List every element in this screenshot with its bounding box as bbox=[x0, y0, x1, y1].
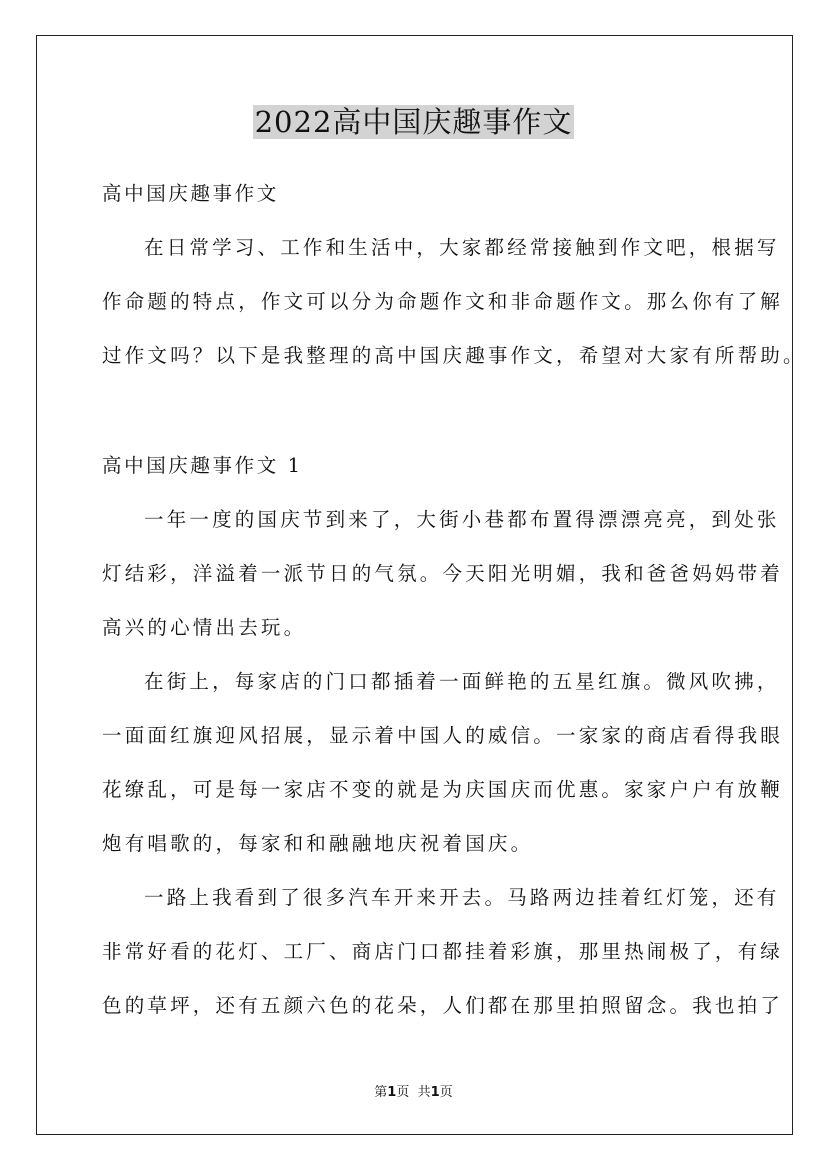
paragraph-line: 一面面红旗迎风招展，显示着中国人的威信。一家家的商店看得我眼 bbox=[102, 724, 784, 747]
total-suffix: 页 bbox=[439, 1085, 453, 1100]
total-pages: 1 bbox=[430, 1085, 440, 1100]
paragraph-line: 一路上我看到了很多汽车开来开去。马路两边挂着红灯笼，还有 bbox=[144, 886, 780, 909]
total-prefix: 共 bbox=[417, 1085, 431, 1100]
page-number: 1 bbox=[387, 1085, 397, 1100]
intro-line: 作命题的特点，作文可以分为命题作文和非命题作文。那么你有了解 bbox=[102, 290, 784, 313]
page-prefix: 第 bbox=[374, 1085, 388, 1100]
paragraph-line: 高兴的心情出去玩。 bbox=[102, 616, 307, 639]
document-subtitle: 高中国庆趣事作文 bbox=[102, 182, 279, 205]
section-heading: 高中国庆趣事作文 1 bbox=[102, 454, 303, 477]
paragraph-line: 非常好看的花灯、工厂、商店门口都挂着彩旗，那里热闹极了，有绿 bbox=[102, 940, 784, 963]
document-title-text: 2022高中国庆趣事作文 bbox=[254, 105, 573, 139]
paragraph-line: 色的草坪，还有五颜六色的花朵，人们都在那里拍照留念。我也拍了 bbox=[102, 994, 784, 1017]
intro-line: 在日常学习、工作和生活中，大家都经常接触到作文吧，根据写 bbox=[144, 236, 780, 259]
paragraph-line: 灯结彩，洋溢着一派节日的气氛。今天阳光明媚，我和爸爸妈妈带着 bbox=[102, 562, 784, 585]
paragraph-line: 炮有唱歌的，每家和和融融地庆祝着国庆。 bbox=[102, 832, 534, 855]
page-suffix: 页 bbox=[396, 1085, 410, 1100]
paragraph-line: 花缭乱，可是每一家店不变的就是为庆国庆而优惠。家家户户有放鞭 bbox=[102, 778, 784, 801]
paragraph-line: 一年一度的国庆节到来了，大街小巷都布置得漂漂亮亮，到处张 bbox=[144, 508, 780, 531]
intro-line: 过作文吗？以下是我整理的高中国庆趣事作文，希望对大家有所帮助。 bbox=[102, 344, 806, 367]
paragraph-line: 在街上，每家店的门口都插着一面鲜艳的五星红旗。微风吹拂， bbox=[144, 670, 780, 693]
document-title bbox=[0, 100, 827, 144]
page-footer bbox=[0, 1084, 827, 1102]
